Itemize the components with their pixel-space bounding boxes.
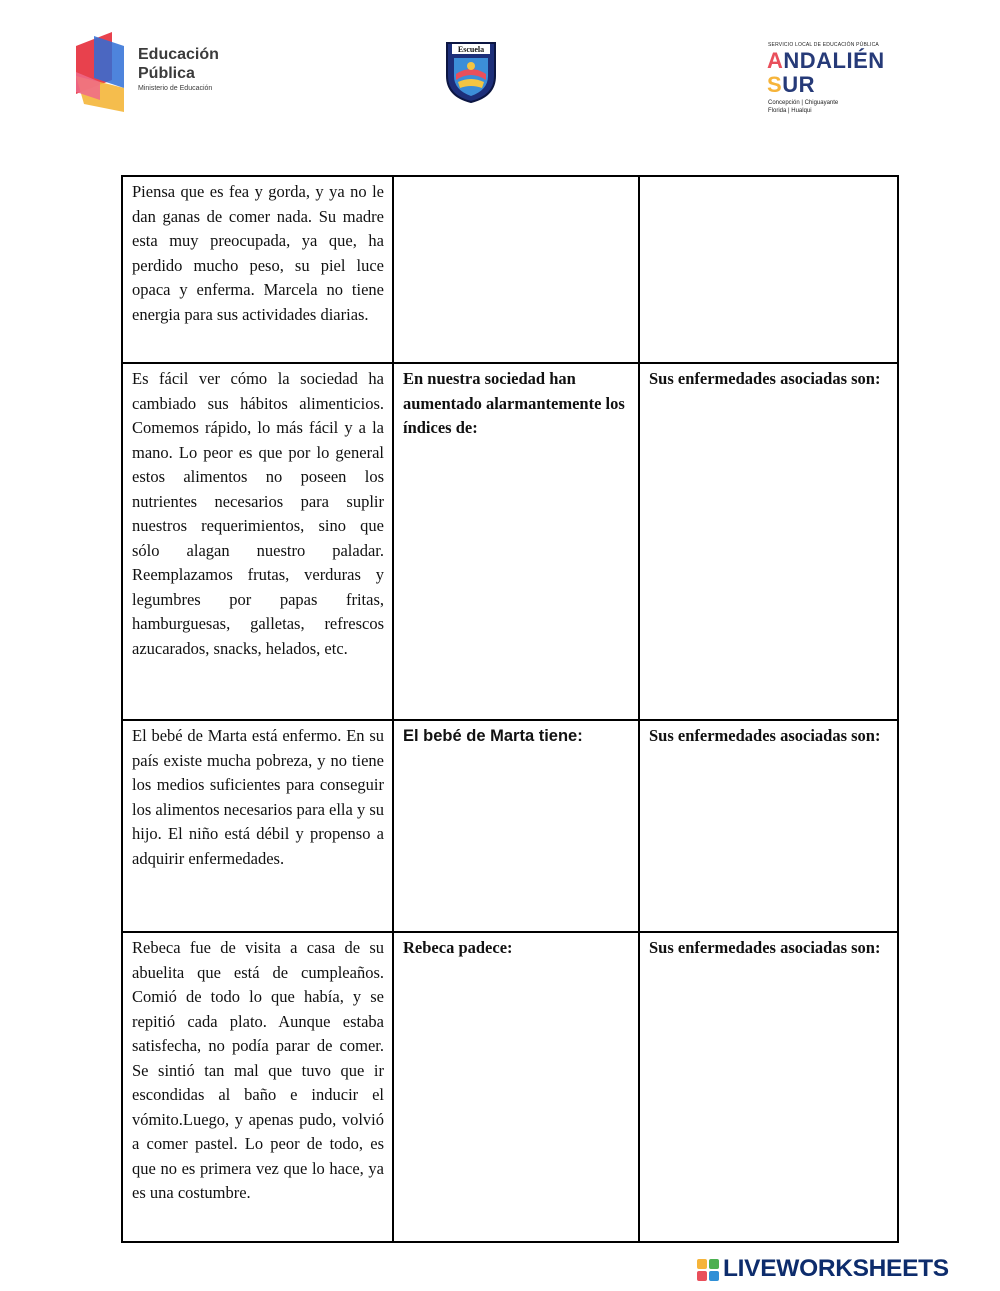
liveworksheets-logo[interactable] [697, 1253, 997, 1285]
andalien-places-line2: Florida | Hualqui [768, 108, 812, 114]
answer-cell[interactable]: En nuestra sociedad han aumentado alarmantemente los índices de: [393, 363, 639, 720]
answer-cell[interactable]: El bebé de Marta tiene: [393, 720, 639, 932]
table-row [122, 363, 898, 720]
table-row [122, 720, 898, 932]
andalien-service-text: SERVICIO LOCAL DE EDUCACIÓN PÚBLICA [768, 42, 879, 48]
edu-title-line1: Educación [138, 46, 219, 63]
educacion-publica-mark-icon [76, 32, 132, 112]
answer-cell[interactable]: Sus enfermedades asociadas son: [639, 720, 898, 932]
answer-cell[interactable]: Sus enfermedades asociadas son: [639, 932, 898, 1242]
andalien-name-line1: NDALIÉN [783, 48, 885, 73]
case-cell: Rebeca fue de visita a casa de su abuelita que está de cumpleaños. Comió de todo lo que había, y se repitió cada plato. Aunque estaba satisfecha, no podía parar de comer. Se sintió tan mal que tuvo que ir escondidas al baño e inducir el vómito.Luego, y apenas pudo, volvió a comer pastel. Lo peor de todo, es que no es primera vez que lo hace, ya es una costumbre. [122, 932, 393, 1242]
andalien-sur-logo: SERVICIO LOCAL DE EDUCACIÓN PÚBLICA ANDALIÉN SUR Concepción | Chiguayante Florida | Hualqui [767, 42, 885, 114]
case-cell: El bebé de Marta está enfermo. En su país existe mucha pobreza, y no tiene los medios suficientes para conseguir los alimentos necesarios para ella y su hijo. El niño está débil y propenso a adquirir enfermedades. [122, 720, 393, 932]
page-header [0, 0, 1000, 130]
case-cell: Piensa que es fea y gorda, y ya no le dan ganas de comer nada. Su madre esta muy preocupada, ya que, ha perdido mucho peso, su piel luce opaca y enferma. Marcela no tiene energia para sus actividades diarias. [122, 176, 393, 363]
edu-subtitle: Ministerio de Educación [138, 85, 213, 92]
school-crest-icon [444, 40, 498, 104]
table-row [122, 932, 898, 1242]
andalien-places-line1: Concepción | Chiguayante [768, 100, 839, 106]
table-row [122, 176, 898, 363]
case-cell: Es fácil ver cómo la sociedad ha cambiado sus hábitos alimenticios. Comemos rápido, lo más fácil y a la mano. Lo peor es que por lo general estos alimentos no poseen los nutrientes necesarios para suplir nuestros requerimientos, sino que sólo alagan nuestro paladar. Reemplazamos frutas, verduras y legumbres por papas fritas, hamburguesas, galletas, refrescos azucarados, snacks, helados, etc. [122, 363, 393, 720]
answer-cell[interactable] [393, 176, 639, 363]
answer-cell[interactable]: Rebeca padece: [393, 932, 639, 1242]
answer-cell[interactable] [639, 176, 898, 363]
answer-cell[interactable]: Sus enfermedades asociadas son: [639, 363, 898, 720]
liveworksheets-brand: LIVEWORKSHEETS [723, 1255, 949, 1282]
crest-text: Escuela [457, 45, 485, 54]
liveworksheets-badge-icon [697, 1259, 719, 1281]
worksheet-table [121, 175, 899, 1243]
educacion-publica-logo [76, 32, 276, 116]
andalien-name-line2: UR [782, 72, 815, 97]
edu-title-line2: Pública [138, 65, 195, 82]
